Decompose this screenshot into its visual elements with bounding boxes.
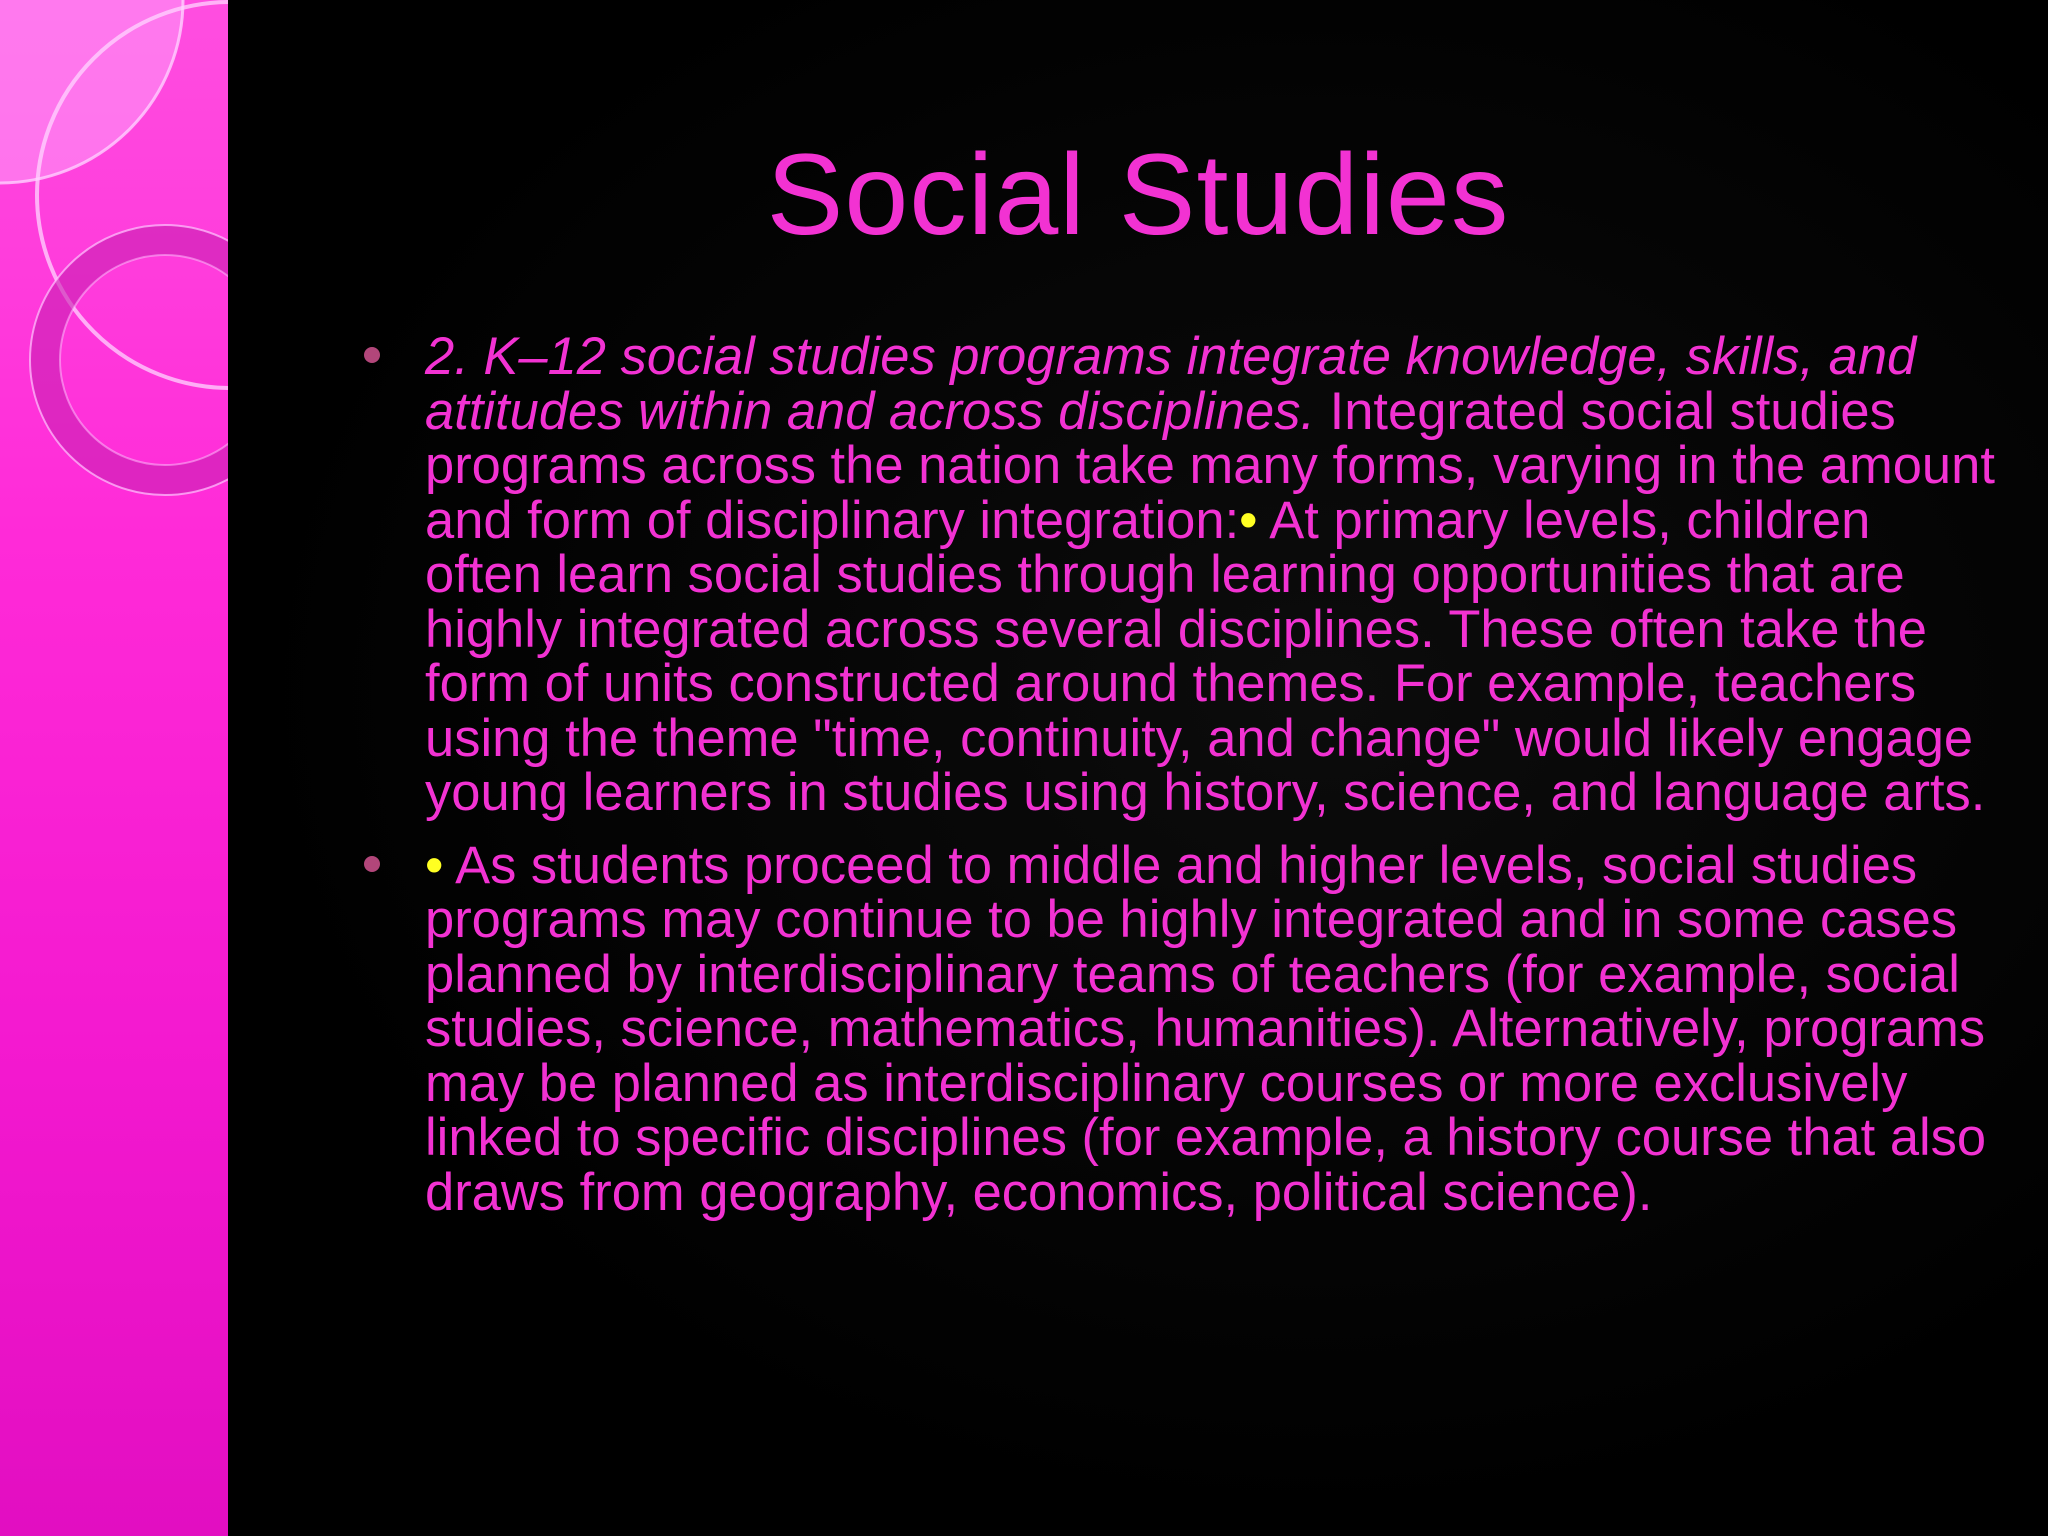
circle-ornament-icon [0,0,228,1536]
bullet-text: As students proceed to middle and higher levels, social studies programs may continue to be highly integrated and in some cases planned by interdisciplinary teams of teachers (for example, social studies, science, mathematics, humanities). Alternatively, programs may be planned as interdisciplinary courses or more exclusively linked to specific disciplines (for example, a history course that also draws from geography, economics, political science). [425,835,1987,1222]
decorative-sidebar [0,0,228,1536]
slide-title: Social Studies [766,131,1510,259]
bullet-item [358,835,1998,1222]
bullet-item [358,327,1998,822]
bullet-text: At primary levels, children often learn social studies through learning opportunities that are highly integrated across several disciplines. These often take the form of units constructed around themes. For example, teachers using the theme "time, continuity, and change" would likely engage young learners in studies using history, science, and language arts. [425,490,1986,822]
bullet-dot-icon [364,347,380,363]
bullet-text: Integrated social studies programs across the nation take many forms, varying in the amount and form of disciplinary integration: [425,381,1995,550]
slide-body [358,327,1998,1222]
bullet-dot-icon [364,856,380,872]
italic-lead: 2. K–12 social studies programs integrate knowledge, skills, and attitudes within and across disciplines. [425,327,1917,441]
inline-bullet-marker: • [425,835,444,895]
inline-bullet-marker: • [1239,490,1258,550]
